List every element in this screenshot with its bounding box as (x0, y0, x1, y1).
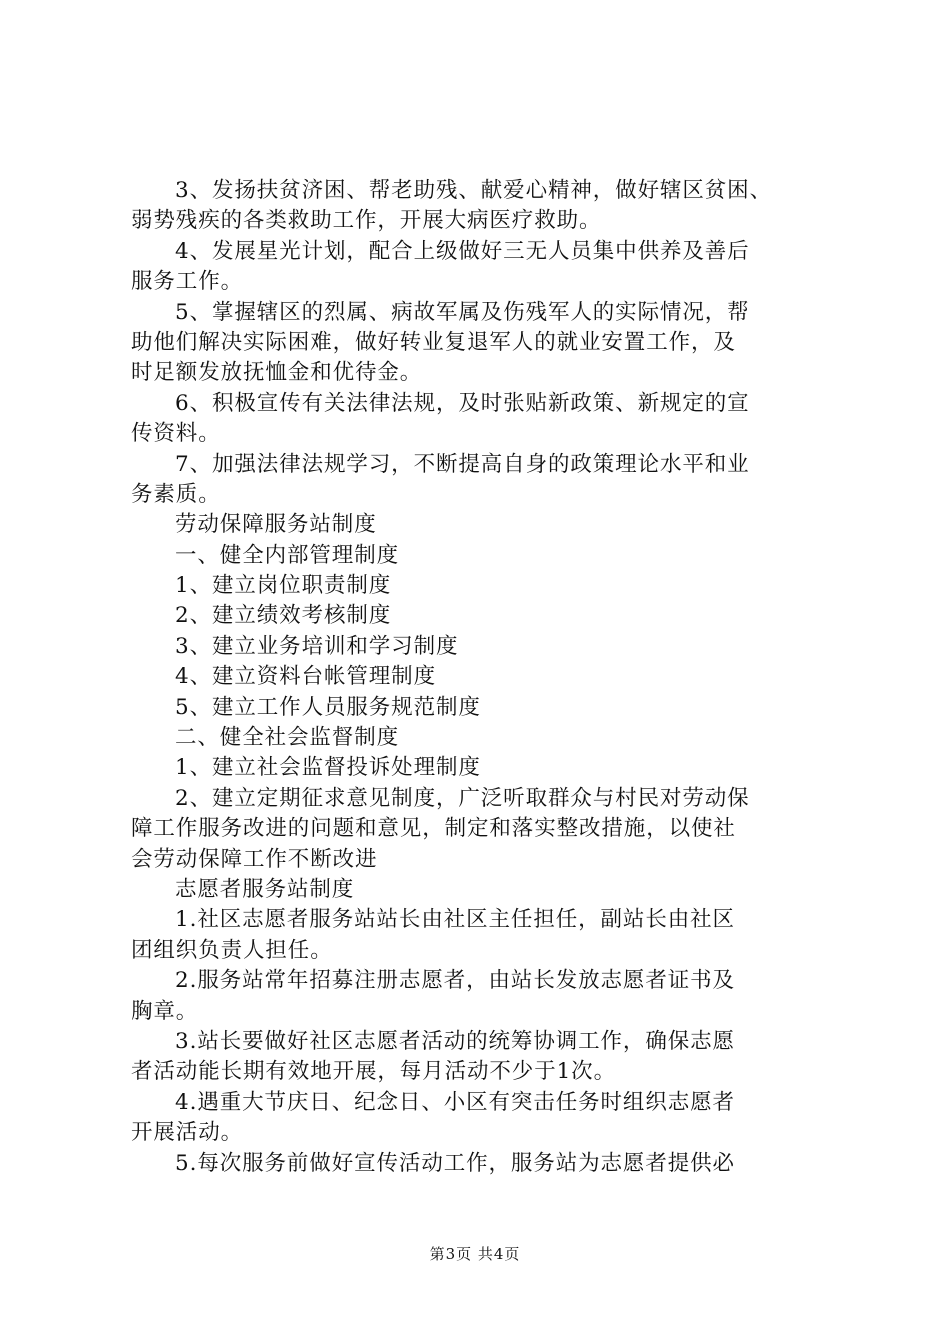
text-line: 1、建立社会监督投诉处理制度 (175, 755, 481, 781)
text-line: 一、健全内部管理制度 (175, 542, 400, 568)
text-line: 弱势残疾的各类救助工作，开展大病医疗救助。 (131, 208, 602, 234)
text-line: 4、发展星光计划，配合上级做好三无人员集中供养及善后 (175, 238, 750, 264)
text-line: 劳动保障服务站制度 (175, 512, 377, 538)
text-line: 务素质。 (131, 481, 221, 507)
text-line: 开展活动。 (131, 1120, 244, 1146)
text-line: 5.每次服务前做好宣传活动工作，服务站为志愿者提供必 (175, 1150, 735, 1176)
text-line: 者活动能长期有效地开展，每月活动不少于1次。 (131, 1059, 616, 1085)
text-line: 3.站长要做好社区志愿者活动的统筹协调工作，确保志愿 (175, 1028, 735, 1054)
text-line: 时足额发放抚恤金和优待金。 (131, 360, 423, 386)
text-line: 服务工作。 (131, 269, 244, 295)
text-line: 障工作服务改进的问题和意见，制定和落实整改措施，以使社 (131, 816, 736, 842)
text-line: 传资料。 (131, 421, 221, 447)
text-line: 团组织负责人担任。 (131, 937, 333, 963)
text-line: 3、建立业务培训和学习制度 (175, 633, 459, 659)
text-line: 二、健全社会监督制度 (175, 725, 400, 751)
text-line: 助他们解决实际困难，做好转业复退军人的就业安置工作，及 (131, 329, 736, 355)
text-line: 7、加强法律法规学习，不断提高自身的政策理论水平和业 (175, 451, 750, 477)
text-line: 2.服务站常年招募注册志愿者，由站长发放志愿者证书及 (175, 968, 735, 994)
text-line: 5、掌握辖区的烈属、病故军属及伤残军人的实际情况，帮 (175, 299, 750, 325)
text-line: 3、发扬扶贫济困、帮老助残、献爱心精神，做好辖区贫困、 (175, 178, 772, 203)
page-footer: 第3页 共4页 (429, 1245, 521, 1263)
text-line: 4.遇重大节庆日、纪念日、小区有突击任务时组织志愿者 (175, 1089, 735, 1115)
text-line: 胸章。 (131, 998, 199, 1024)
document-body (131, 176, 831, 1179)
text-line: 6、积极宣传有关法律法规，及时张贴新政策、新规定的宣 (175, 390, 750, 416)
text-line: 1.社区志愿者服务站站长由社区主任担任，副站长由社区 (175, 907, 735, 933)
text-line: 会劳动保障工作不断改进 (131, 846, 378, 872)
text-line: 4、建立资料台帐管理制度 (175, 664, 436, 690)
text-line: 2、建立绩效考核制度 (175, 603, 392, 629)
text-line: 1、建立岗位职责制度 (175, 573, 392, 599)
text-line: 志愿者服务站制度 (175, 876, 355, 902)
text-line: 5、建立工作人员服务规范制度 (175, 694, 481, 720)
text-line: 2、建立定期征求意见制度，广泛听取群众与村民对劳动保 (175, 785, 750, 811)
